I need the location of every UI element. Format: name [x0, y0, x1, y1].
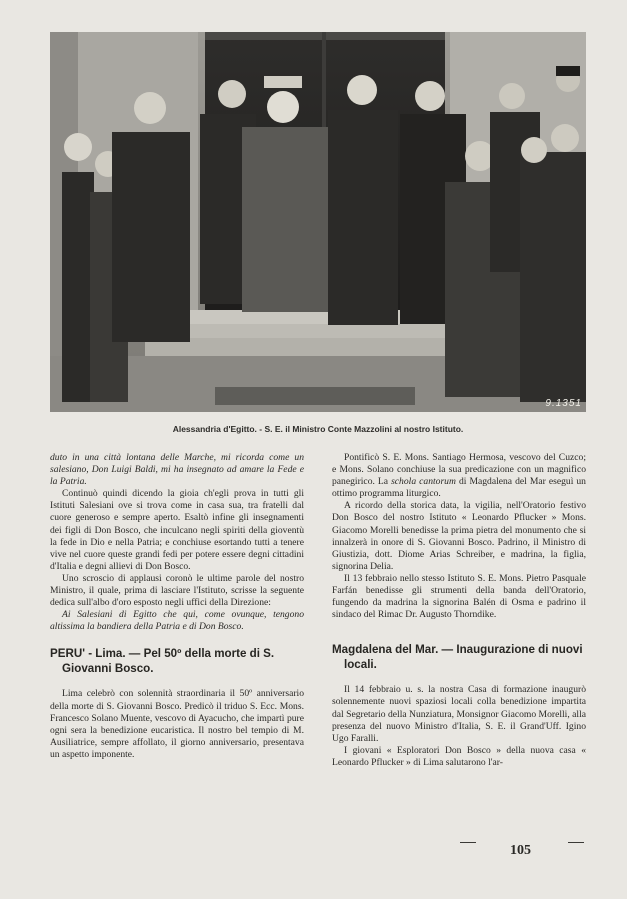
footer-dash: [568, 842, 584, 843]
paragraph: Uno scroscio di applausi coronò le ultime parole del nostro Ministro, il quale, prima di lasciare l'Istituto, scrisse la seguente dedica sull'albo d'oro esposto negli uffici della Direzione:: [50, 572, 304, 609]
paragraph: Il 14 febbraio u. s. la nostra Casa di formazione inaugurò solennemente nuovi spaziosi locali colla benedizione impartita dal Segretario della Nunziatura, Monsignor Giacomo Morelli, alla presenza del nuovo Ministro d'Italia, S. E. il Grand'Uff. Igino Ugo Faralli.: [332, 684, 586, 744]
paragraph: Pontificò S. E. Mons. Santiago Hermosa, vescovo del Cuzco; e Mons. Solano conchiuse la sua predicazione con un magnifico panegirico. La schola cantorum di Magdalena del Mar eseguì un ottimo programma liturgico.: [332, 452, 586, 500]
paragraph: I giovani « Esploratori Don Bosco » della nuova casa « Leonardo Pflucker » di Lima salutarono l'ar-: [332, 744, 586, 768]
page-number: 105: [510, 843, 531, 858]
group-photograph: [50, 32, 586, 412]
photo-illustration: [50, 32, 586, 412]
left-column: [50, 452, 304, 761]
section-heading-lima: PERU' - Lima. — Pel 50º della morte di S. Giovanni Bosco.: [50, 647, 275, 675]
footer-dash: [460, 842, 476, 843]
dedication-quote: Ai Salesiani di Egitto che qui, come ovunque, tengono altissima la bandiera della Patria e di Don Bosco.: [50, 609, 304, 633]
paragraph: Continuò quindi dicendo la gioia ch'egli prova in tutti gli Istituti Salesiani ove si trova come in casa sua, tra fratelli dal cuore generoso e sempre aperto. Esaltò infine gli insegnamenti dei figli di Don Bosco, che inculcano negli spiriti della gioventù la fede in Dio e nella Patria; e conchiuse esortando tutti a tenere vive nel cuore queste grandi fedi per potere essere degni cittadini d'Italia e degni allievi di Don Bosco.: [50, 488, 304, 572]
right-column: [332, 452, 586, 769]
paragraph: Lima celebrò con solennità straordinaria il 50º anniversario della morte di S. Giovanni Bosco. Predicò il triduo S. Ecc. Mons. Francesco Solano Muente, vescovo di Ayacucho, che impartì pure ogni sera la benedizione eucaristica. Il nostro bel tempio di M. Ausiliatrice, sempre affollato, il giorno anniversario, presentava un aspetto imponente.: [50, 688, 304, 760]
photo-caption: Alessandria d'Egitto. - S. E. il Ministro Conte Mazzolini al nostro Istituto.: [172, 424, 464, 434]
paragraph: Il 13 febbraio nello stesso Istituto S. E. Mons. Pietro Pasquale Farfán benedisse gli strumenti della banda dell'Oratorio, fungendo da madrina la signorina Balén di Osma e padrino il sindaco del Rimac Dr. Augusto Thorndike.: [332, 572, 586, 621]
paragraph: duto in una città lontana delle Marche, mi ricorda come un salesiano, Don Luigi Baldi, mi ha insegnato ad amare la Fede e la Patria.: [50, 452, 304, 488]
paragraph: A ricordo della storica data, la vigilia, nell'Oratorio festivo Don Bosco del nostro Istituto « Leonardo Pflucker » Mons. Giacomo Morelli benedisse la prima pietra del monumento che si innalzerà in onore di S. Giovanni Bosco. Padrino, il Ministro di Giustizia, dott. Diome Arias Schreiber, e madrina, la figlia, signorina Delia.: [332, 500, 586, 572]
photo-archive-number: 9.1351: [545, 398, 582, 409]
section-heading-magdalena: Magdalena del Mar. — Inaugurazione di nuovi locali.: [332, 643, 583, 671]
